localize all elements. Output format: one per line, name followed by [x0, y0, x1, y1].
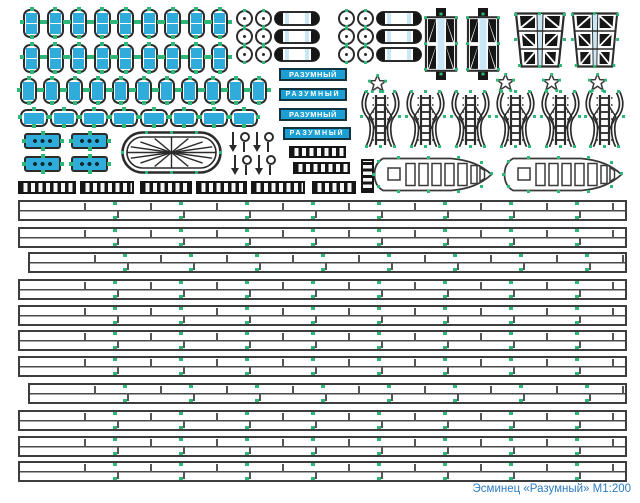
vent-part[interactable]	[204, 78, 221, 104]
gun-mount-circle[interactable]	[236, 10, 253, 27]
name-plate[interactable]	[283, 127, 351, 140]
vent-part[interactable]	[211, 44, 228, 73]
vent-part[interactable]	[94, 9, 111, 38]
gun-mount-circle[interactable]	[338, 28, 355, 45]
deck-plank-strip[interactable]	[18, 356, 627, 377]
vent-part[interactable]	[158, 78, 175, 104]
vent-part[interactable]	[117, 44, 134, 73]
vent-part[interactable]	[47, 9, 64, 38]
vent-part[interactable]	[230, 109, 258, 127]
ladder-strip[interactable]	[140, 181, 192, 194]
rigging-fitting[interactable]	[266, 155, 275, 175]
vent-part[interactable]	[66, 78, 83, 104]
rigging-fitting[interactable]	[252, 132, 261, 152]
grating-oval[interactable]	[121, 131, 222, 174]
vent-part[interactable]	[117, 9, 134, 38]
gun-mount-circle[interactable]	[338, 10, 355, 27]
ladder-strip[interactable]	[289, 146, 346, 158]
vent-part[interactable]	[141, 44, 158, 73]
torpedo-tube-part[interactable]	[274, 11, 320, 26]
vent-part[interactable]	[227, 78, 244, 104]
gun-mount-circle[interactable]	[236, 46, 253, 63]
name-plate[interactable]	[279, 108, 347, 121]
gun-mount-circle[interactable]	[357, 46, 374, 63]
vent-part[interactable]	[23, 9, 40, 38]
deck-plank-strip[interactable]	[18, 200, 627, 221]
deck-plank-strip[interactable]	[18, 436, 627, 457]
ladder-strip[interactable]	[251, 181, 305, 194]
gun-mount-circle[interactable]	[236, 28, 253, 45]
ladder-strip[interactable]	[80, 181, 134, 194]
torpedo-tube-part[interactable]	[376, 29, 422, 44]
rigging-fitting[interactable]	[254, 155, 263, 175]
vent-part[interactable]	[20, 109, 48, 127]
deck-plank-strip[interactable]	[18, 227, 627, 248]
name-plate-label: РАЗУМНЫЙ	[288, 110, 338, 119]
davit-frame[interactable]	[450, 90, 491, 148]
gun-mount-circle[interactable]	[357, 10, 374, 27]
deck-plank-strip[interactable]	[18, 305, 627, 326]
vent-part[interactable]	[250, 78, 267, 104]
vent-part[interactable]	[20, 78, 37, 104]
deck-plank-strip[interactable]	[18, 330, 627, 351]
name-plate-label: РАЗУМНЫЙ	[289, 130, 345, 137]
torpedo-tube-part[interactable]	[274, 47, 320, 62]
rigging-fitting[interactable]	[228, 132, 237, 152]
vent-part[interactable]	[112, 78, 129, 104]
davit-frame[interactable]	[495, 90, 536, 148]
rigging-fitting[interactable]	[264, 132, 273, 152]
deck-plank-strip[interactable]	[18, 410, 627, 431]
name-plate[interactable]	[279, 88, 347, 101]
vent-part[interactable]	[70, 9, 87, 38]
torpedo-tube-part[interactable]	[376, 11, 422, 26]
rigging-fitting[interactable]	[242, 155, 251, 175]
vent-part[interactable]	[181, 78, 198, 104]
porthole-strip[interactable]	[71, 156, 108, 172]
vent-part[interactable]	[211, 9, 228, 38]
davit-frame[interactable]	[540, 90, 581, 148]
vent-part[interactable]	[47, 44, 64, 73]
vent-part[interactable]	[110, 109, 138, 127]
davit-frame[interactable]	[405, 90, 446, 148]
vent-part[interactable]	[89, 78, 106, 104]
gun-mount-circle[interactable]	[338, 46, 355, 63]
mast-truss[interactable]	[466, 8, 500, 80]
vent-part[interactable]	[70, 44, 87, 73]
vent-part[interactable]	[141, 9, 158, 38]
vent-part[interactable]	[188, 44, 205, 73]
mast-truss[interactable]	[424, 8, 458, 80]
deck-plank-strip[interactable]	[28, 252, 627, 273]
vent-part[interactable]	[80, 109, 108, 127]
deck-plank-strip[interactable]	[18, 279, 627, 300]
sheet-caption: Эсминец «Разумный» М1:200	[472, 483, 631, 495]
funnel-truss[interactable]	[514, 12, 566, 68]
davit-frame[interactable]	[360, 90, 401, 148]
funnel-truss[interactable]	[571, 12, 619, 68]
deck-plank-strip[interactable]	[18, 461, 627, 482]
gun-mount-circle[interactable]	[255, 46, 272, 63]
gun-mount-circle[interactable]	[255, 28, 272, 45]
rigging-fitting[interactable]	[230, 155, 239, 175]
name-plate-label: РАЗУМНЫЙ	[285, 91, 341, 98]
porthole-strip[interactable]	[24, 133, 61, 149]
gun-mount-circle[interactable]	[255, 10, 272, 27]
vent-part[interactable]	[43, 78, 60, 104]
ladder-strip[interactable]	[312, 181, 356, 194]
name-plate[interactable]	[279, 68, 347, 81]
vent-part[interactable]	[200, 109, 228, 127]
vent-part[interactable]	[23, 44, 40, 73]
vent-part[interactable]	[135, 78, 152, 104]
rigging-fitting[interactable]	[240, 132, 249, 152]
torpedo-tube-part[interactable]	[376, 47, 422, 62]
ladder-strip[interactable]	[196, 181, 247, 194]
vent-part[interactable]	[50, 109, 78, 127]
vent-part[interactable]	[164, 9, 181, 38]
vent-part[interactable]	[188, 9, 205, 38]
ladder-strip[interactable]	[293, 162, 350, 174]
ship-boat[interactable]	[372, 156, 494, 193]
vent-part[interactable]	[94, 44, 111, 73]
ladder-strip[interactable]	[18, 181, 76, 194]
vent-part[interactable]	[164, 44, 181, 73]
deck-plank-strip[interactable]	[28, 383, 627, 404]
porthole-strip[interactable]	[71, 133, 108, 149]
torpedo-tube-part[interactable]	[274, 29, 320, 44]
gun-mount-circle[interactable]	[357, 28, 374, 45]
ship-boat[interactable]	[502, 156, 624, 193]
vent-part[interactable]	[140, 109, 168, 127]
davit-frame[interactable]	[584, 90, 625, 148]
name-plate-label: РАЗУМНЫЙ	[288, 70, 338, 79]
vent-part[interactable]	[170, 109, 198, 127]
porthole-strip[interactable]	[24, 156, 61, 172]
